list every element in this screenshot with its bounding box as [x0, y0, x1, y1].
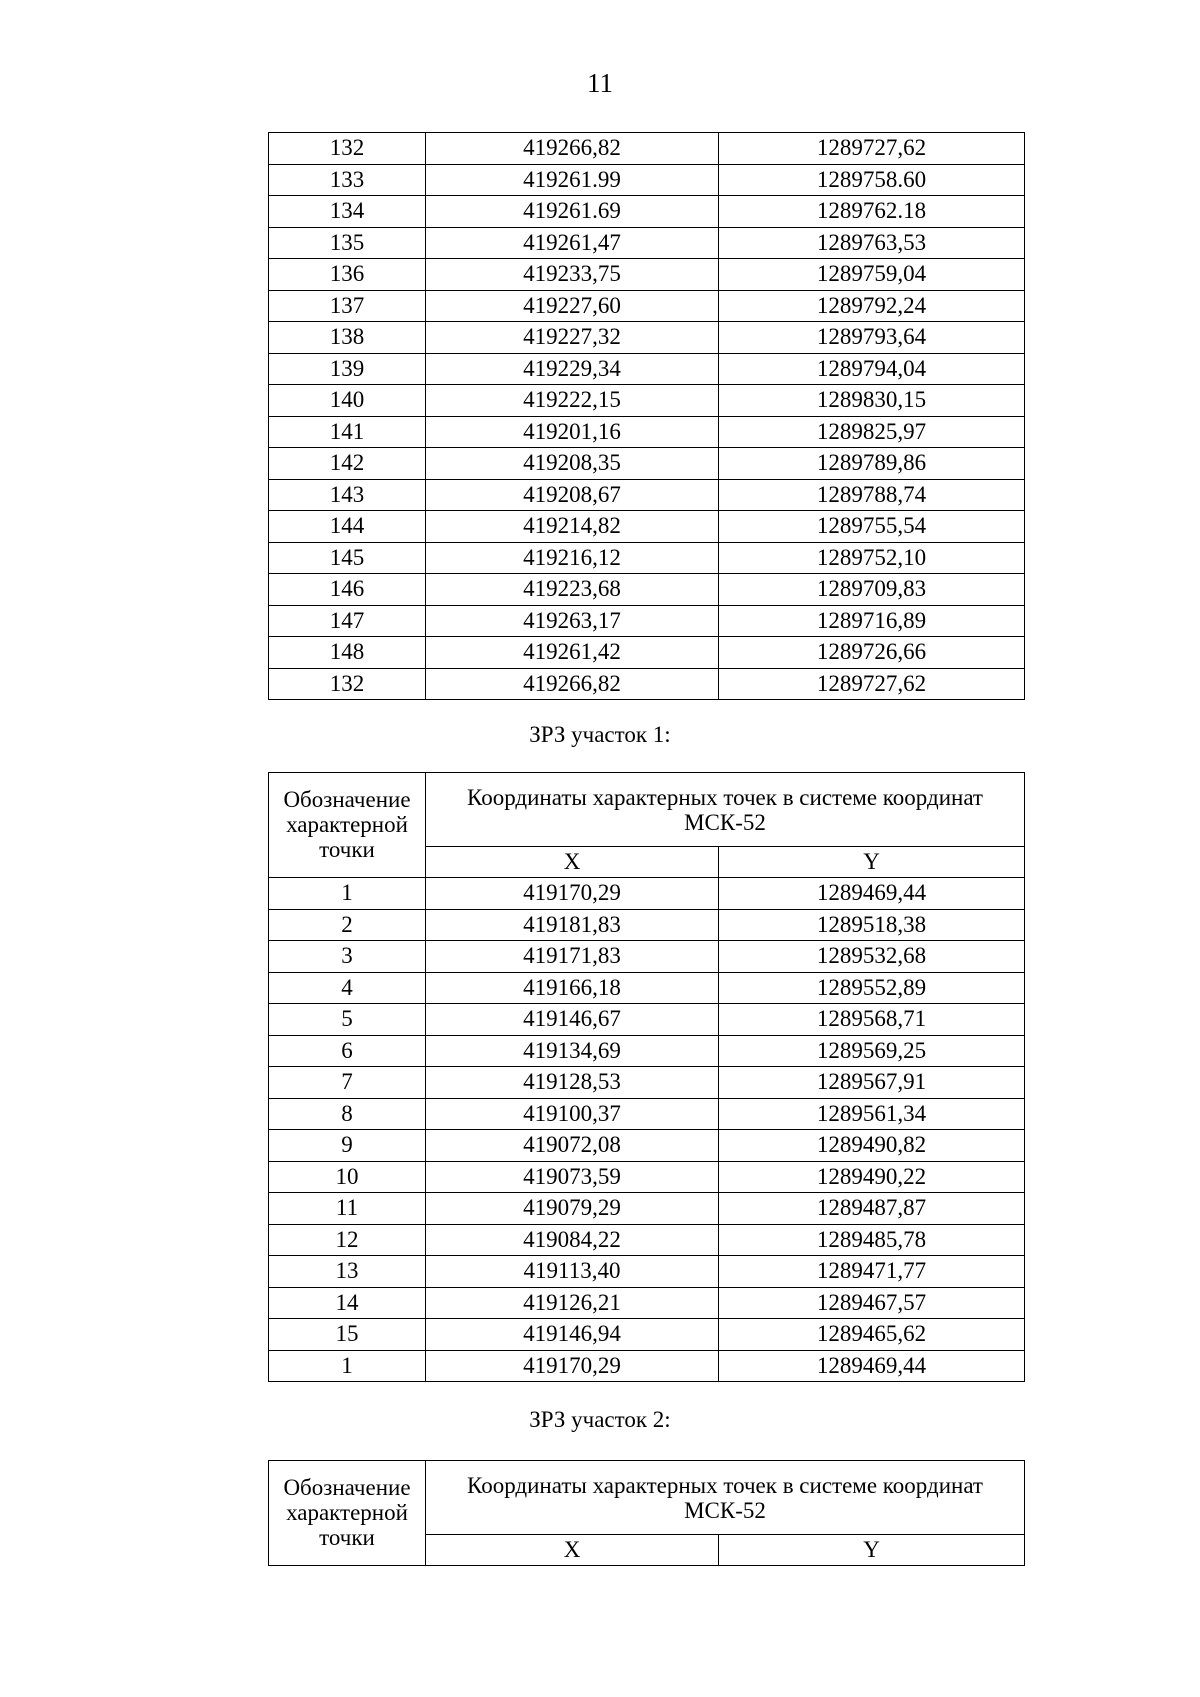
table-row — [269, 511, 1025, 543]
x-coordinate-cell: 419146,67 — [426, 1004, 719, 1036]
y-coordinate-cell: 1289788,74 — [719, 479, 1025, 511]
x-coordinate-cell: 419126,21 — [426, 1287, 719, 1319]
x-coordinate-cell: 419233,75 — [426, 259, 719, 291]
y-coordinate-cell: 1289567,91 — [719, 1067, 1025, 1099]
y-coordinate-cell: 1289758.60 — [719, 164, 1025, 196]
table-row — [269, 1193, 1025, 1225]
x-coordinate-cell: 419266,82 — [426, 668, 719, 700]
point-number-cell: 139 — [269, 353, 426, 385]
x-coordinate-cell: 419170,29 — [426, 878, 719, 910]
point-designation-header: Обозначение характерной точки — [269, 1461, 426, 1566]
y-coordinate-cell: 1289568,71 — [719, 1004, 1025, 1036]
point-number-cell: 134 — [269, 196, 426, 228]
point-number-cell: 135 — [269, 227, 426, 259]
table-row — [269, 448, 1025, 480]
point-number-cell: 15 — [269, 1319, 426, 1351]
y-coordinate-cell: 1289490,22 — [719, 1161, 1025, 1193]
point-number-cell: 142 — [269, 448, 426, 480]
table-row — [269, 1130, 1025, 1162]
y-coordinate-cell: 1289709,83 — [719, 574, 1025, 606]
y-coordinate-cell: 1289561,34 — [719, 1098, 1025, 1130]
point-number-cell: 9 — [269, 1130, 426, 1162]
x-coordinate-cell: 419223,68 — [426, 574, 719, 606]
y-coordinate-cell: 1289727,62 — [719, 133, 1025, 165]
page-number: 11 — [587, 68, 613, 98]
y-coordinate-cell: 1289552,89 — [719, 972, 1025, 1004]
zrz1-coordinates-table — [268, 772, 1025, 1382]
table-row — [269, 605, 1025, 637]
point-number-cell: 144 — [269, 511, 426, 543]
point-number-cell: 14 — [269, 1287, 426, 1319]
y-column-header: Y — [719, 847, 1025, 878]
x-coordinate-cell: 419166,18 — [426, 972, 719, 1004]
y-coordinate-cell: 1289490,82 — [719, 1130, 1025, 1162]
header-row — [269, 1461, 1025, 1535]
table-row — [269, 290, 1025, 322]
table-row — [269, 133, 1025, 165]
table-row — [269, 227, 1025, 259]
table-row — [269, 1035, 1025, 1067]
zrz2-coordinates-table — [268, 1460, 1025, 1566]
x-coordinate-cell: 419227,60 — [426, 290, 719, 322]
point-number-cell: 145 — [269, 542, 426, 574]
x-coordinate-cell: 419229,34 — [426, 353, 719, 385]
x-coordinate-cell: 419134,69 — [426, 1035, 719, 1067]
point-number-cell: 5 — [269, 1004, 426, 1036]
y-coordinate-cell: 1289755,54 — [719, 511, 1025, 543]
x-coordinate-cell: 419073,59 — [426, 1161, 719, 1193]
y-coordinate-cell: 1289569,25 — [719, 1035, 1025, 1067]
y-coordinate-cell: 1289469,44 — [719, 1350, 1025, 1382]
point-number-cell: 132 — [269, 668, 426, 700]
x-column-header: X — [426, 1535, 719, 1566]
header-row — [269, 773, 1025, 847]
x-coordinate-cell: 419261,42 — [426, 637, 719, 669]
coordinates-system-header: Координаты характерных точек в системе координат МСК-52 — [426, 773, 1025, 847]
point-number-cell: 12 — [269, 1224, 426, 1256]
y-coordinate-cell: 1289830,15 — [719, 385, 1025, 417]
point-number-cell: 148 — [269, 637, 426, 669]
y-coordinate-cell: 1289716,89 — [719, 605, 1025, 637]
table-body — [269, 133, 1025, 700]
table-row — [269, 941, 1025, 973]
y-coordinate-cell: 1289752,10 — [719, 542, 1025, 574]
x-column-header: X — [426, 847, 719, 878]
table-row — [269, 1224, 1025, 1256]
table-body — [269, 878, 1025, 1382]
point-number-cell: 7 — [269, 1067, 426, 1099]
point-number-cell: 147 — [269, 605, 426, 637]
table-row — [269, 196, 1025, 228]
x-coordinate-cell: 419214,82 — [426, 511, 719, 543]
table-row — [269, 574, 1025, 606]
point-number-cell: 6 — [269, 1035, 426, 1067]
y-coordinate-cell: 1289471,77 — [719, 1256, 1025, 1288]
table-row — [269, 259, 1025, 291]
table-row — [269, 1287, 1025, 1319]
point-number-cell: 8 — [269, 1098, 426, 1130]
point-number-cell: 132 — [269, 133, 426, 165]
x-coordinate-cell: 419216,12 — [426, 542, 719, 574]
y-coordinate-cell: 1289825,97 — [719, 416, 1025, 448]
table-row — [269, 416, 1025, 448]
point-number-cell: 11 — [269, 1193, 426, 1225]
point-number-cell: 143 — [269, 479, 426, 511]
table-row — [269, 164, 1025, 196]
table-row — [269, 1319, 1025, 1351]
point-number-cell: 1 — [269, 1350, 426, 1382]
y-coordinate-cell: 1289467,57 — [719, 1287, 1025, 1319]
y-coordinate-cell: 1289759,04 — [719, 259, 1025, 291]
y-coordinate-cell: 1289532,68 — [719, 941, 1025, 973]
x-coordinate-cell: 419261.69 — [426, 196, 719, 228]
table-row — [269, 385, 1025, 417]
y-coordinate-cell: 1289727,62 — [719, 668, 1025, 700]
x-coordinate-cell: 419146,94 — [426, 1319, 719, 1351]
point-number-cell: 3 — [269, 941, 426, 973]
table-row — [269, 353, 1025, 385]
y-coordinate-cell: 1289794,04 — [719, 353, 1025, 385]
y-coordinate-cell: 1289485,78 — [719, 1224, 1025, 1256]
table-row — [269, 1004, 1025, 1036]
x-coordinate-cell: 419171,83 — [426, 941, 719, 973]
table-row — [269, 542, 1025, 574]
table-row — [269, 1161, 1025, 1193]
zrz1-title: ЗРЗ участок 1: — [529, 722, 671, 747]
table-row — [269, 972, 1025, 1004]
x-coordinate-cell: 419100,37 — [426, 1098, 719, 1130]
x-coordinate-cell: 419208,35 — [426, 448, 719, 480]
y-coordinate-cell: 1289793,64 — [719, 322, 1025, 354]
x-coordinate-cell: 419208,67 — [426, 479, 719, 511]
point-number-cell: 133 — [269, 164, 426, 196]
x-coordinate-cell: 419128,53 — [426, 1067, 719, 1099]
table-row — [269, 1350, 1025, 1382]
table-row — [269, 1067, 1025, 1099]
point-number-cell: 140 — [269, 385, 426, 417]
x-coordinate-cell: 419079,29 — [426, 1193, 719, 1225]
table-row — [269, 1098, 1025, 1130]
y-coordinate-cell: 1289487,87 — [719, 1193, 1025, 1225]
table-row — [269, 668, 1025, 700]
table-row — [269, 1256, 1025, 1288]
y-coordinate-cell: 1289518,38 — [719, 909, 1025, 941]
x-coordinate-cell: 419222,15 — [426, 385, 719, 417]
y-coordinate-cell: 1289469,44 — [719, 878, 1025, 910]
point-number-cell: 138 — [269, 322, 426, 354]
point-number-cell: 1 — [269, 878, 426, 910]
y-column-header: Y — [719, 1535, 1025, 1566]
point-number-cell: 2 — [269, 909, 426, 941]
y-coordinate-cell: 1289763,53 — [719, 227, 1025, 259]
y-coordinate-cell: 1289726,66 — [719, 637, 1025, 669]
x-coordinate-cell: 419201,16 — [426, 416, 719, 448]
y-coordinate-cell: 1289792,24 — [719, 290, 1025, 322]
x-coordinate-cell: 419266,82 — [426, 133, 719, 165]
point-number-cell: 13 — [269, 1256, 426, 1288]
point-number-cell: 4 — [269, 972, 426, 1004]
x-coordinate-cell: 419261,47 — [426, 227, 719, 259]
point-number-cell: 146 — [269, 574, 426, 606]
y-coordinate-cell: 1289465,62 — [719, 1319, 1025, 1351]
x-coordinate-cell: 419181,83 — [426, 909, 719, 941]
point-number-cell: 137 — [269, 290, 426, 322]
table-row — [269, 322, 1025, 354]
point-number-cell: 141 — [269, 416, 426, 448]
table-row — [269, 909, 1025, 941]
x-coordinate-cell: 419261.99 — [426, 164, 719, 196]
x-coordinate-cell: 419170,29 — [426, 1350, 719, 1382]
x-coordinate-cell: 419084,22 — [426, 1224, 719, 1256]
x-coordinate-cell: 419113,40 — [426, 1256, 719, 1288]
zrz2-title: ЗРЗ участок 2: — [529, 1407, 671, 1432]
x-coordinate-cell: 419072,08 — [426, 1130, 719, 1162]
table-row — [269, 637, 1025, 669]
y-coordinate-cell: 1289762.18 — [719, 196, 1025, 228]
x-coordinate-cell: 419263,17 — [426, 605, 719, 637]
point-number-cell: 10 — [269, 1161, 426, 1193]
x-coordinate-cell: 419227,32 — [426, 322, 719, 354]
point-designation-header: Обозначение характерной точки — [269, 773, 426, 878]
point-number-cell: 136 — [269, 259, 426, 291]
table-row — [269, 878, 1025, 910]
table-row — [269, 479, 1025, 511]
coordinates-table-continued — [268, 132, 1025, 700]
y-coordinate-cell: 1289789,86 — [719, 448, 1025, 480]
coordinates-system-header: Координаты характерных точек в системе координат МСК-52 — [426, 1461, 1025, 1535]
